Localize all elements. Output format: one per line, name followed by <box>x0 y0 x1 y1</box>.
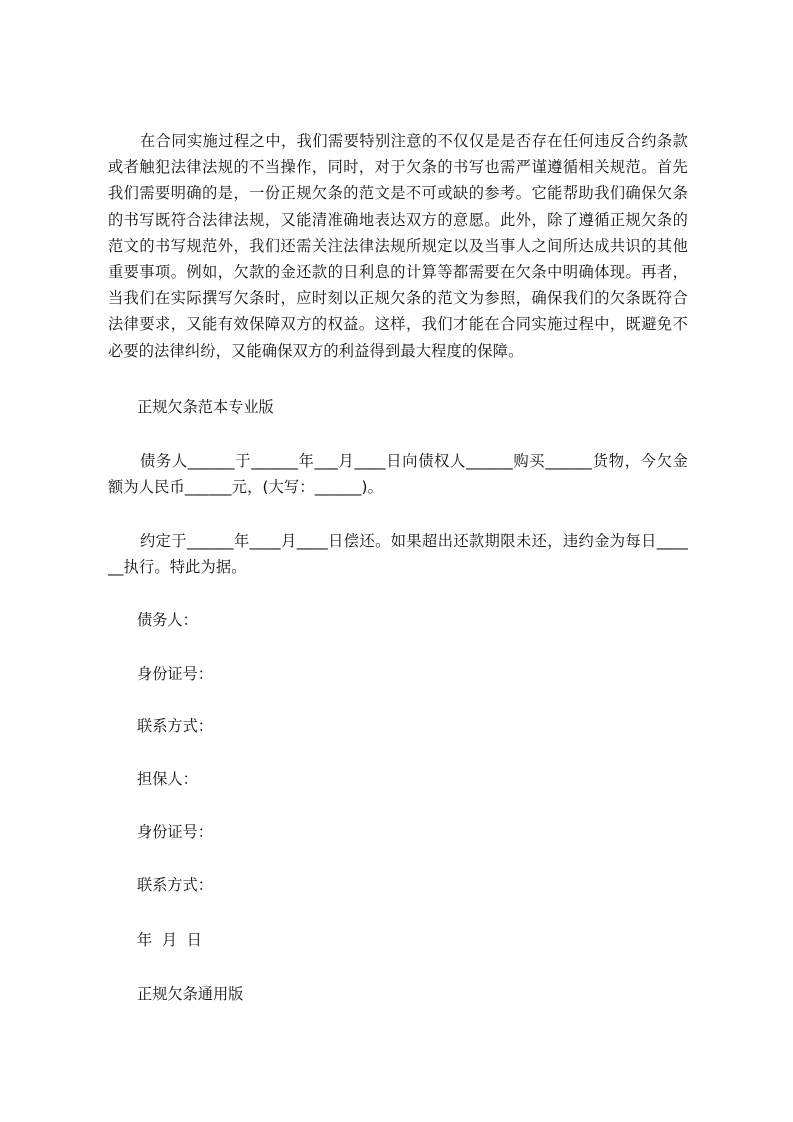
intro-paragraph: 在合同实施过程之中，我们需要特别注意的不仅仅是是否存在任何违反合约条款或者触犯法律法规的不当操作，同时，对于欠条的书写也需严谨遵循相关规范。首先我们需要明确的是，一份正规欠条的范文是不可或缺的参考。它能帮助我们确保欠条的书写既符合法律法规，又能清准确地表达双方的意愿。此外，除了遵循正规欠条的范文的书写规范外，我们还需关注法律法规所规定以及当事人之间所达成共识的其他重要事项。例如，欠款的金还款的日利息的计算等都需要在欠条中明确体现。再者，当我们在实际撰写欠条时，应时刻以正规欠条的范文为参照，确保我们的欠条既符合法律要求，又能有效保障双方的权益。这样，我们才能在合同实施过程中，既避免不必要的法律纠纷，又能确保双方的利益得到最大程度的保障。 <box>108 132 688 360</box>
section2-heading: 正规欠条通用版 <box>137 985 244 1003</box>
guarantor-id-label: 身份证号： <box>137 823 213 841</box>
date-line: 年 月 日 <box>137 931 202 949</box>
guarantor-contact-label: 联系方式： <box>137 876 213 894</box>
repayment-clause: 约定于______年____月____日偿还。如果超出还款期限未还，违约金为每日______执行。特此为据。 <box>108 532 688 577</box>
section1-heading: 正规欠条范本专业版 <box>137 398 274 416</box>
debtor-contact-label: 联系方式： <box>137 717 213 735</box>
guarantor-label: 担保人： <box>137 770 198 788</box>
debt-clause: 债务人______于______年___月____日向债权人______购买______货物，今欠金额为人民币______元，(大写：______)。 <box>108 452 688 497</box>
debtor-label: 债务人： <box>137 611 198 629</box>
debtor-id-label: 身份证号： <box>137 665 213 683</box>
